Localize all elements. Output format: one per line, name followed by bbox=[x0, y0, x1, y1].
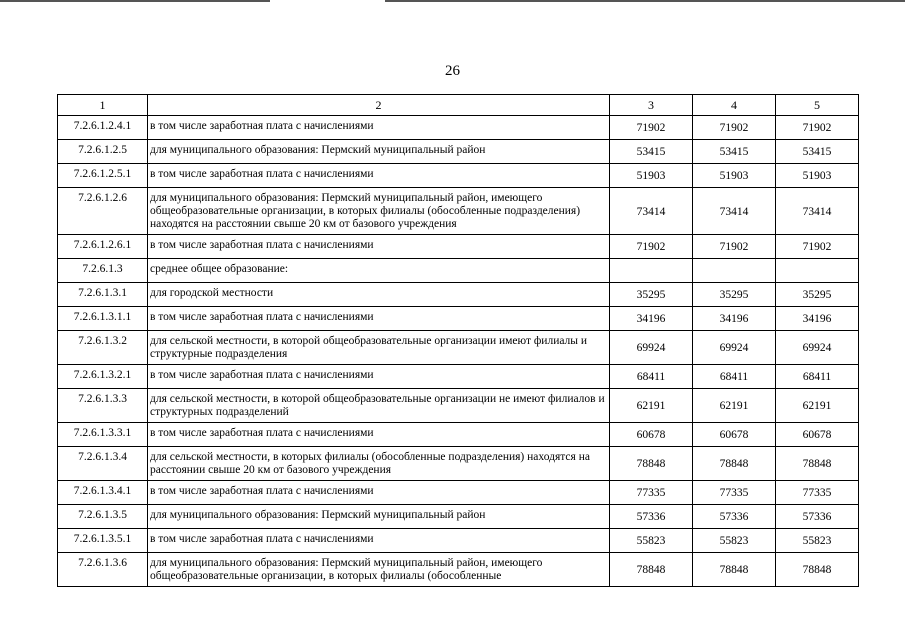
row-value-col4: 73414 bbox=[693, 188, 776, 235]
row-value-col3: 71902 bbox=[610, 235, 693, 259]
row-value-col3: 35295 bbox=[610, 283, 693, 307]
row-description: для сельской местности, в которой общеобразовательные организации не имеют филиалов и структурных подразделений bbox=[148, 389, 610, 423]
row-value-col3: 69924 bbox=[610, 331, 693, 365]
row-description: в том числе заработная плата с начислениями bbox=[148, 365, 610, 389]
row-value-col4: 62191 bbox=[693, 389, 776, 423]
row-code: 7.2.6.1.2.4.1 bbox=[58, 116, 148, 140]
row-value-col5: 71902 bbox=[776, 235, 859, 259]
row-value-col5: 35295 bbox=[776, 283, 859, 307]
row-value-col5: 78848 bbox=[776, 447, 859, 481]
col-header-1: 1 bbox=[58, 95, 148, 116]
row-value-col5: 69924 bbox=[776, 331, 859, 365]
row-value-col3 bbox=[610, 259, 693, 283]
table-row bbox=[58, 283, 859, 307]
row-value-col4: 34196 bbox=[693, 307, 776, 331]
table-row bbox=[58, 188, 859, 235]
row-value-col4: 78848 bbox=[693, 447, 776, 481]
row-value-col3: 78848 bbox=[610, 553, 693, 587]
row-value-col4: 71902 bbox=[693, 116, 776, 140]
row-value-col3: 57336 bbox=[610, 505, 693, 529]
row-value-col5: 68411 bbox=[776, 365, 859, 389]
row-value-col4 bbox=[693, 259, 776, 283]
row-description: в том числе заработная плата с начислениями bbox=[148, 481, 610, 505]
row-code: 7.2.6.1.3.1 bbox=[58, 283, 148, 307]
table-row bbox=[58, 164, 859, 188]
table-row bbox=[58, 259, 859, 283]
row-value-col5: 57336 bbox=[776, 505, 859, 529]
row-description: для сельской местности, в которой общеобразовательные организации имеют филиалы и структурные подразделения bbox=[148, 331, 610, 365]
row-value-col5: 60678 bbox=[776, 423, 859, 447]
row-code: 7.2.6.1.3.3.1 bbox=[58, 423, 148, 447]
table-row bbox=[58, 505, 859, 529]
col-header-5: 5 bbox=[776, 95, 859, 116]
table-row bbox=[58, 447, 859, 481]
row-code: 7.2.6.1.3.4.1 bbox=[58, 481, 148, 505]
row-value-col3: 34196 bbox=[610, 307, 693, 331]
row-description: в том числе заработная плата с начислениями bbox=[148, 307, 610, 331]
row-value-col5: 62191 bbox=[776, 389, 859, 423]
row-value-col4: 35295 bbox=[693, 283, 776, 307]
table-row bbox=[58, 140, 859, 164]
row-code: 7.2.6.1.3.5 bbox=[58, 505, 148, 529]
row-description: в том числе заработная плата с начислениями bbox=[148, 423, 610, 447]
row-code: 7.2.6.1.3.4 bbox=[58, 447, 148, 481]
row-description: для муниципального образования: Пермский муниципальный район bbox=[148, 140, 610, 164]
row-value-col5: 53415 bbox=[776, 140, 859, 164]
table-row bbox=[58, 529, 859, 553]
row-value-col3: 78848 bbox=[610, 447, 693, 481]
row-code: 7.2.6.1.3.5.1 bbox=[58, 529, 148, 553]
row-value-col5: 73414 bbox=[776, 188, 859, 235]
row-value-col5: 51903 bbox=[776, 164, 859, 188]
table-row bbox=[58, 423, 859, 447]
row-value-col3: 60678 bbox=[610, 423, 693, 447]
table-row bbox=[58, 235, 859, 259]
row-value-col5: 78848 bbox=[776, 553, 859, 587]
row-value-col3: 68411 bbox=[610, 365, 693, 389]
table-row bbox=[58, 331, 859, 365]
row-code: 7.2.6.1.2.6 bbox=[58, 188, 148, 235]
row-description: для сельской местности, в которых филиалы (обособленные подразделения) находятся на расстоянии свыше 20 км от базового учреждения bbox=[148, 447, 610, 481]
row-value-col5: 77335 bbox=[776, 481, 859, 505]
col-header-2: 2 bbox=[148, 95, 610, 116]
row-value-col4: 55823 bbox=[693, 529, 776, 553]
row-value-col3: 51903 bbox=[610, 164, 693, 188]
row-value-col3: 53415 bbox=[610, 140, 693, 164]
row-value-col5: 71902 bbox=[776, 116, 859, 140]
row-value-col4: 68411 bbox=[693, 365, 776, 389]
table-row bbox=[58, 365, 859, 389]
row-value-col4: 69924 bbox=[693, 331, 776, 365]
page-number: 26 bbox=[445, 63, 460, 79]
row-code: 7.2.6.1.3.6 bbox=[58, 553, 148, 587]
col-header-4: 4 bbox=[693, 95, 776, 116]
row-description: для муниципального образования: Пермский муниципальный район bbox=[148, 505, 610, 529]
row-value-col5 bbox=[776, 259, 859, 283]
row-value-col3: 55823 bbox=[610, 529, 693, 553]
row-description: для муниципального образования: Пермский муниципальный район, имеющего общеобразовательные организации, в которых филиалы (обособленные bbox=[148, 553, 610, 587]
row-value-col5: 34196 bbox=[776, 307, 859, 331]
row-description: в том числе заработная плата с начислениями bbox=[148, 164, 610, 188]
row-value-col4: 53415 bbox=[693, 140, 776, 164]
row-code: 7.2.6.1.3.2 bbox=[58, 331, 148, 365]
row-description: в том числе заработная плата с начислениями bbox=[148, 116, 610, 140]
row-value-col4: 60678 bbox=[693, 423, 776, 447]
table-row bbox=[58, 481, 859, 505]
row-code: 7.2.6.1.3.3 bbox=[58, 389, 148, 423]
row-value-col4: 77335 bbox=[693, 481, 776, 505]
row-description: среднее общее образование: bbox=[148, 259, 610, 283]
table-row bbox=[58, 553, 859, 587]
row-code: 7.2.6.1.2.6.1 bbox=[58, 235, 148, 259]
row-code: 7.2.6.1.3.1.1 bbox=[58, 307, 148, 331]
row-code: 7.2.6.1.2.5 bbox=[58, 140, 148, 164]
row-code: 7.2.6.1.3 bbox=[58, 259, 148, 283]
row-value-col3: 71902 bbox=[610, 116, 693, 140]
table-row bbox=[58, 116, 859, 140]
row-description: для муниципального образования: Пермский муниципальный район, имеющего общеобразовательные организации, в которых филиалы (обособленные подразделения) находятся на расстоянии свыше 20 км от базового учреждения bbox=[148, 188, 610, 235]
row-code: 7.2.6.1.3.2.1 bbox=[58, 365, 148, 389]
header-row bbox=[58, 95, 859, 116]
row-value-col4: 71902 bbox=[693, 235, 776, 259]
row-value-col3: 62191 bbox=[610, 389, 693, 423]
row-value-col4: 51903 bbox=[693, 164, 776, 188]
row-value-col3: 73414 bbox=[610, 188, 693, 235]
row-value-col3: 77335 bbox=[610, 481, 693, 505]
col-header-3: 3 bbox=[610, 95, 693, 116]
scan-edge-line-left bbox=[0, 0, 270, 2]
row-description: для городской местности bbox=[148, 283, 610, 307]
row-description: в том числе заработная плата с начислениями bbox=[148, 235, 610, 259]
table-row bbox=[58, 389, 859, 423]
row-code: 7.2.6.1.2.5.1 bbox=[58, 164, 148, 188]
table-row bbox=[58, 307, 859, 331]
row-value-col4: 57336 bbox=[693, 505, 776, 529]
data-table bbox=[57, 94, 859, 587]
row-value-col4: 78848 bbox=[693, 553, 776, 587]
row-value-col5: 55823 bbox=[776, 529, 859, 553]
scan-edge-line-right bbox=[385, 0, 905, 2]
row-description: в том числе заработная плата с начислениями bbox=[148, 529, 610, 553]
